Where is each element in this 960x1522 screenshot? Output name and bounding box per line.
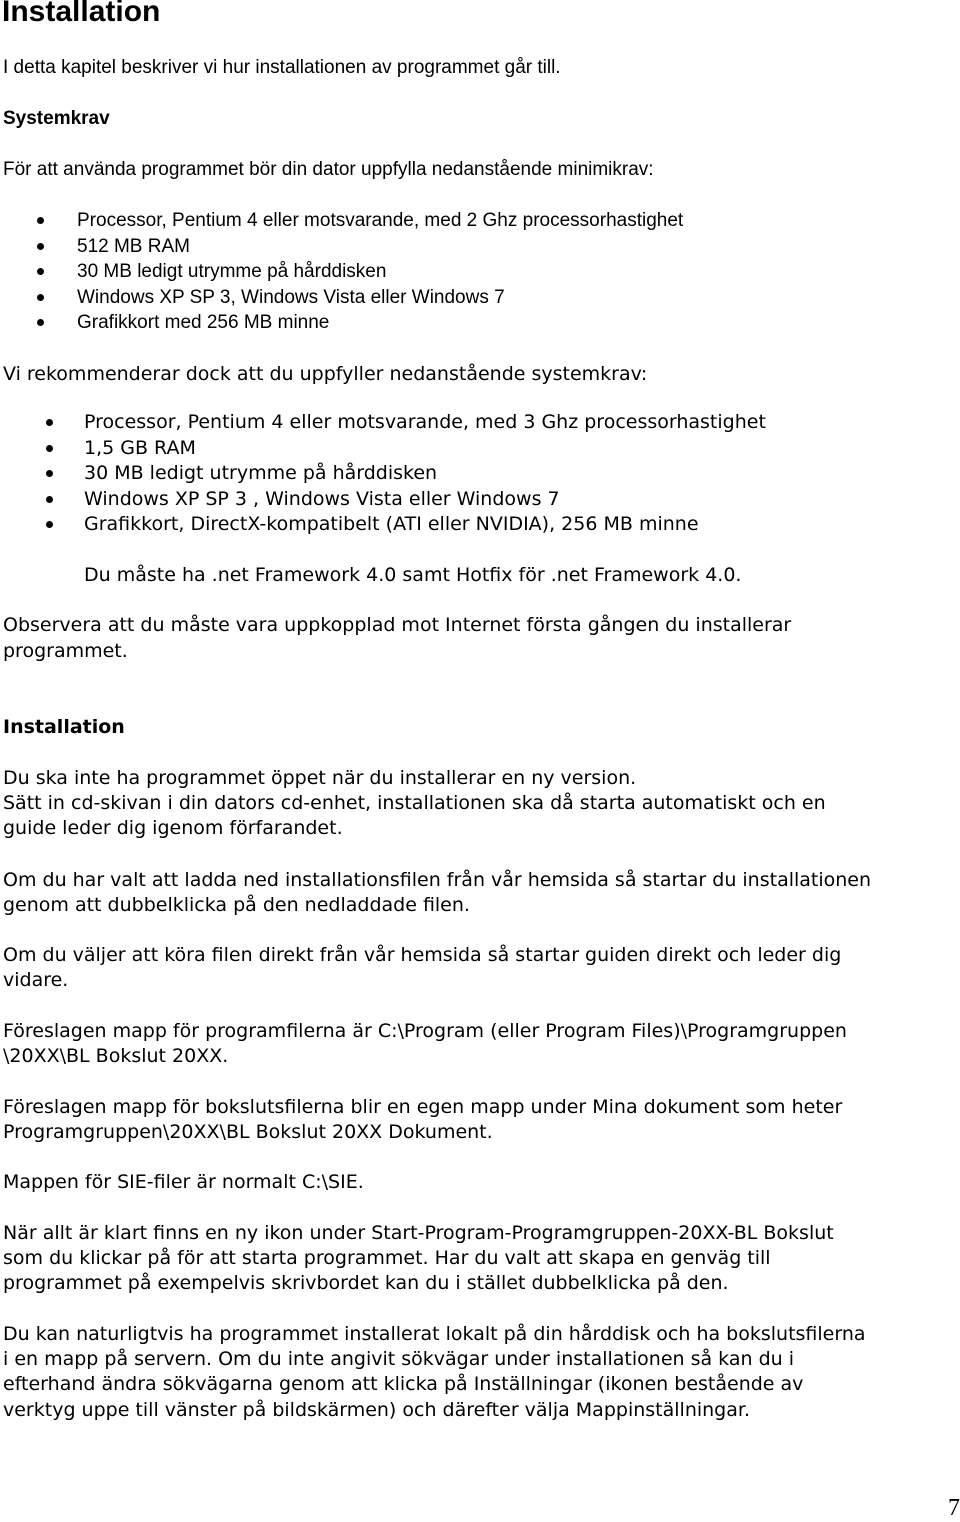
list-item: [84, 487, 766, 513]
framework-note: Du måste ha .net Framework 4.0 samt Hotfix för .net Framework 4.0.: [84, 564, 742, 586]
list-item-text: 512 MB RAM: [77, 235, 190, 257]
bullet-icon: [37, 319, 44, 326]
paragraph-line: När allt är klart finns en ny ikon under Start-Program-Programgruppen-20XX-BL Bokslut: [3, 1222, 834, 1244]
paragraph-line: programmet på exempelvis skrivbordet kan du i stället dubbelklicka på den.: [3, 1272, 729, 1294]
list-item: [84, 410, 766, 436]
paragraph-line: \20XX\BL Bokslut 20XX.: [3, 1045, 229, 1067]
internet-note-line: programmet.: [3, 640, 128, 662]
bullet-icon: [37, 217, 44, 224]
paragraph-line: vidare.: [3, 969, 69, 991]
paragraph-line: Föreslagen mapp för bokslutsfilerna blir en egen mapp under Mina dokument som heter: [3, 1096, 843, 1118]
page-number: 7: [948, 1495, 960, 1521]
list-item-text: Windows XP SP 3 , Windows Vista eller Windows 7: [84, 487, 560, 510]
bullet-icon: [46, 521, 53, 528]
recommended-requirements-list: [84, 410, 766, 538]
recommended-requirements-intro: Vi rekommenderar dock att du uppfyller nedanstående systemkrav:: [3, 363, 648, 385]
list-item: [77, 234, 683, 260]
list-item-text: Grafikkort med 256 MB minne: [77, 312, 330, 333]
list-item-text: Windows XP SP 3, Windows Vista eller Windows 7: [77, 286, 505, 308]
paragraph-line: Om du väljer att köra filen direkt från vår hemsida så startar guiden direkt och leder dig: [3, 944, 842, 966]
list-item: [77, 259, 683, 285]
list-item: [77, 285, 683, 311]
list-item-text: 30 MB ledigt utrymme på hårddisken: [77, 261, 387, 282]
bullet-icon: [37, 243, 44, 250]
paragraph-line: Om du har valt att ladda ned installationsfilen från vår hemsida så startar du installationen: [3, 869, 872, 891]
intro-text: I detta kapitel beskriver vi hur installationen av programmet går till.: [3, 57, 561, 78]
bullet-icon: [46, 445, 53, 452]
paragraph-line: Du ska inte ha programmet öppet när du installerar en ny version.: [3, 767, 637, 789]
page-title: Installation: [2, 0, 161, 28]
paragraph-line: Föreslagen mapp för programfilerna är C:\Program (eller Program Files)\Programgruppen: [3, 1020, 847, 1042]
paragraph-line: Sätt in cd-skivan i din dators cd-enhet, installationen ska då starta automatiskt och en: [3, 792, 826, 814]
list-item: [77, 208, 683, 234]
paragraph-line: i en mapp på servern. Om du inte angivit sökvägar under installationen så kan du i: [3, 1348, 794, 1370]
systemkrav-heading: Systemkrav: [3, 108, 110, 129]
minimum-requirements-list: [77, 208, 683, 336]
internet-note-line: Observera att du måste vara uppkopplad mot Internet första gången du installerar: [3, 614, 792, 636]
list-item: [84, 436, 766, 462]
paragraph-line: guide leder dig igenom förfarandet.: [3, 817, 343, 839]
paragraph-line: Du kan naturligtvis ha programmet installerat lokalt på din hårddisk och ha bokslutsfilerna: [3, 1323, 866, 1345]
paragraph-line: genom att dubbelklicka på den nedladdade filen.: [3, 894, 470, 916]
bullet-icon: [37, 268, 44, 275]
list-item: [84, 512, 766, 538]
minimum-requirements-intro: För att använda programmet bör din dator uppfylla nedanstående minimikrav:: [3, 159, 654, 180]
list-item: [84, 461, 766, 487]
paragraph-line: Programgruppen\20XX\BL Bokslut 20XX Dokument.: [3, 1121, 493, 1143]
list-item-text: 1,5 GB RAM: [84, 436, 196, 459]
list-item-text: 30 MB ledigt utrymme på hårddisken: [84, 462, 438, 484]
paragraph-line: Mappen för SIE-filer är normalt C:\SIE.: [3, 1171, 364, 1193]
bullet-icon: [46, 470, 53, 477]
installation-heading: Installation: [3, 716, 125, 738]
bullet-icon: [46, 496, 53, 503]
list-item: [77, 310, 683, 336]
list-item-text: Processor, Pentium 4 eller motsvarande, med 3 Ghz processorhastighet: [84, 411, 766, 433]
bullet-icon: [37, 294, 44, 301]
paragraph-line: efterhand ändra sökvägarna genom att klicka på Inställningar (ikonen bestående av: [3, 1373, 804, 1395]
paragraph-line: som du klickar på för att starta programmet. Har du valt att skapa en genväg till: [3, 1247, 771, 1269]
bullet-icon: [46, 419, 53, 426]
list-item-text: Grafikkort, DirectX-kompatibelt (ATI eller NVIDIA), 256 MB minne: [84, 513, 699, 535]
paragraph-line: verktyg uppe till vänster på bildskärmen) och därefter välja Mappinställningar.: [3, 1399, 750, 1421]
list-item-text: Processor, Pentium 4 eller motsvarande, med 2 Ghz processorhastighet: [77, 210, 684, 231]
